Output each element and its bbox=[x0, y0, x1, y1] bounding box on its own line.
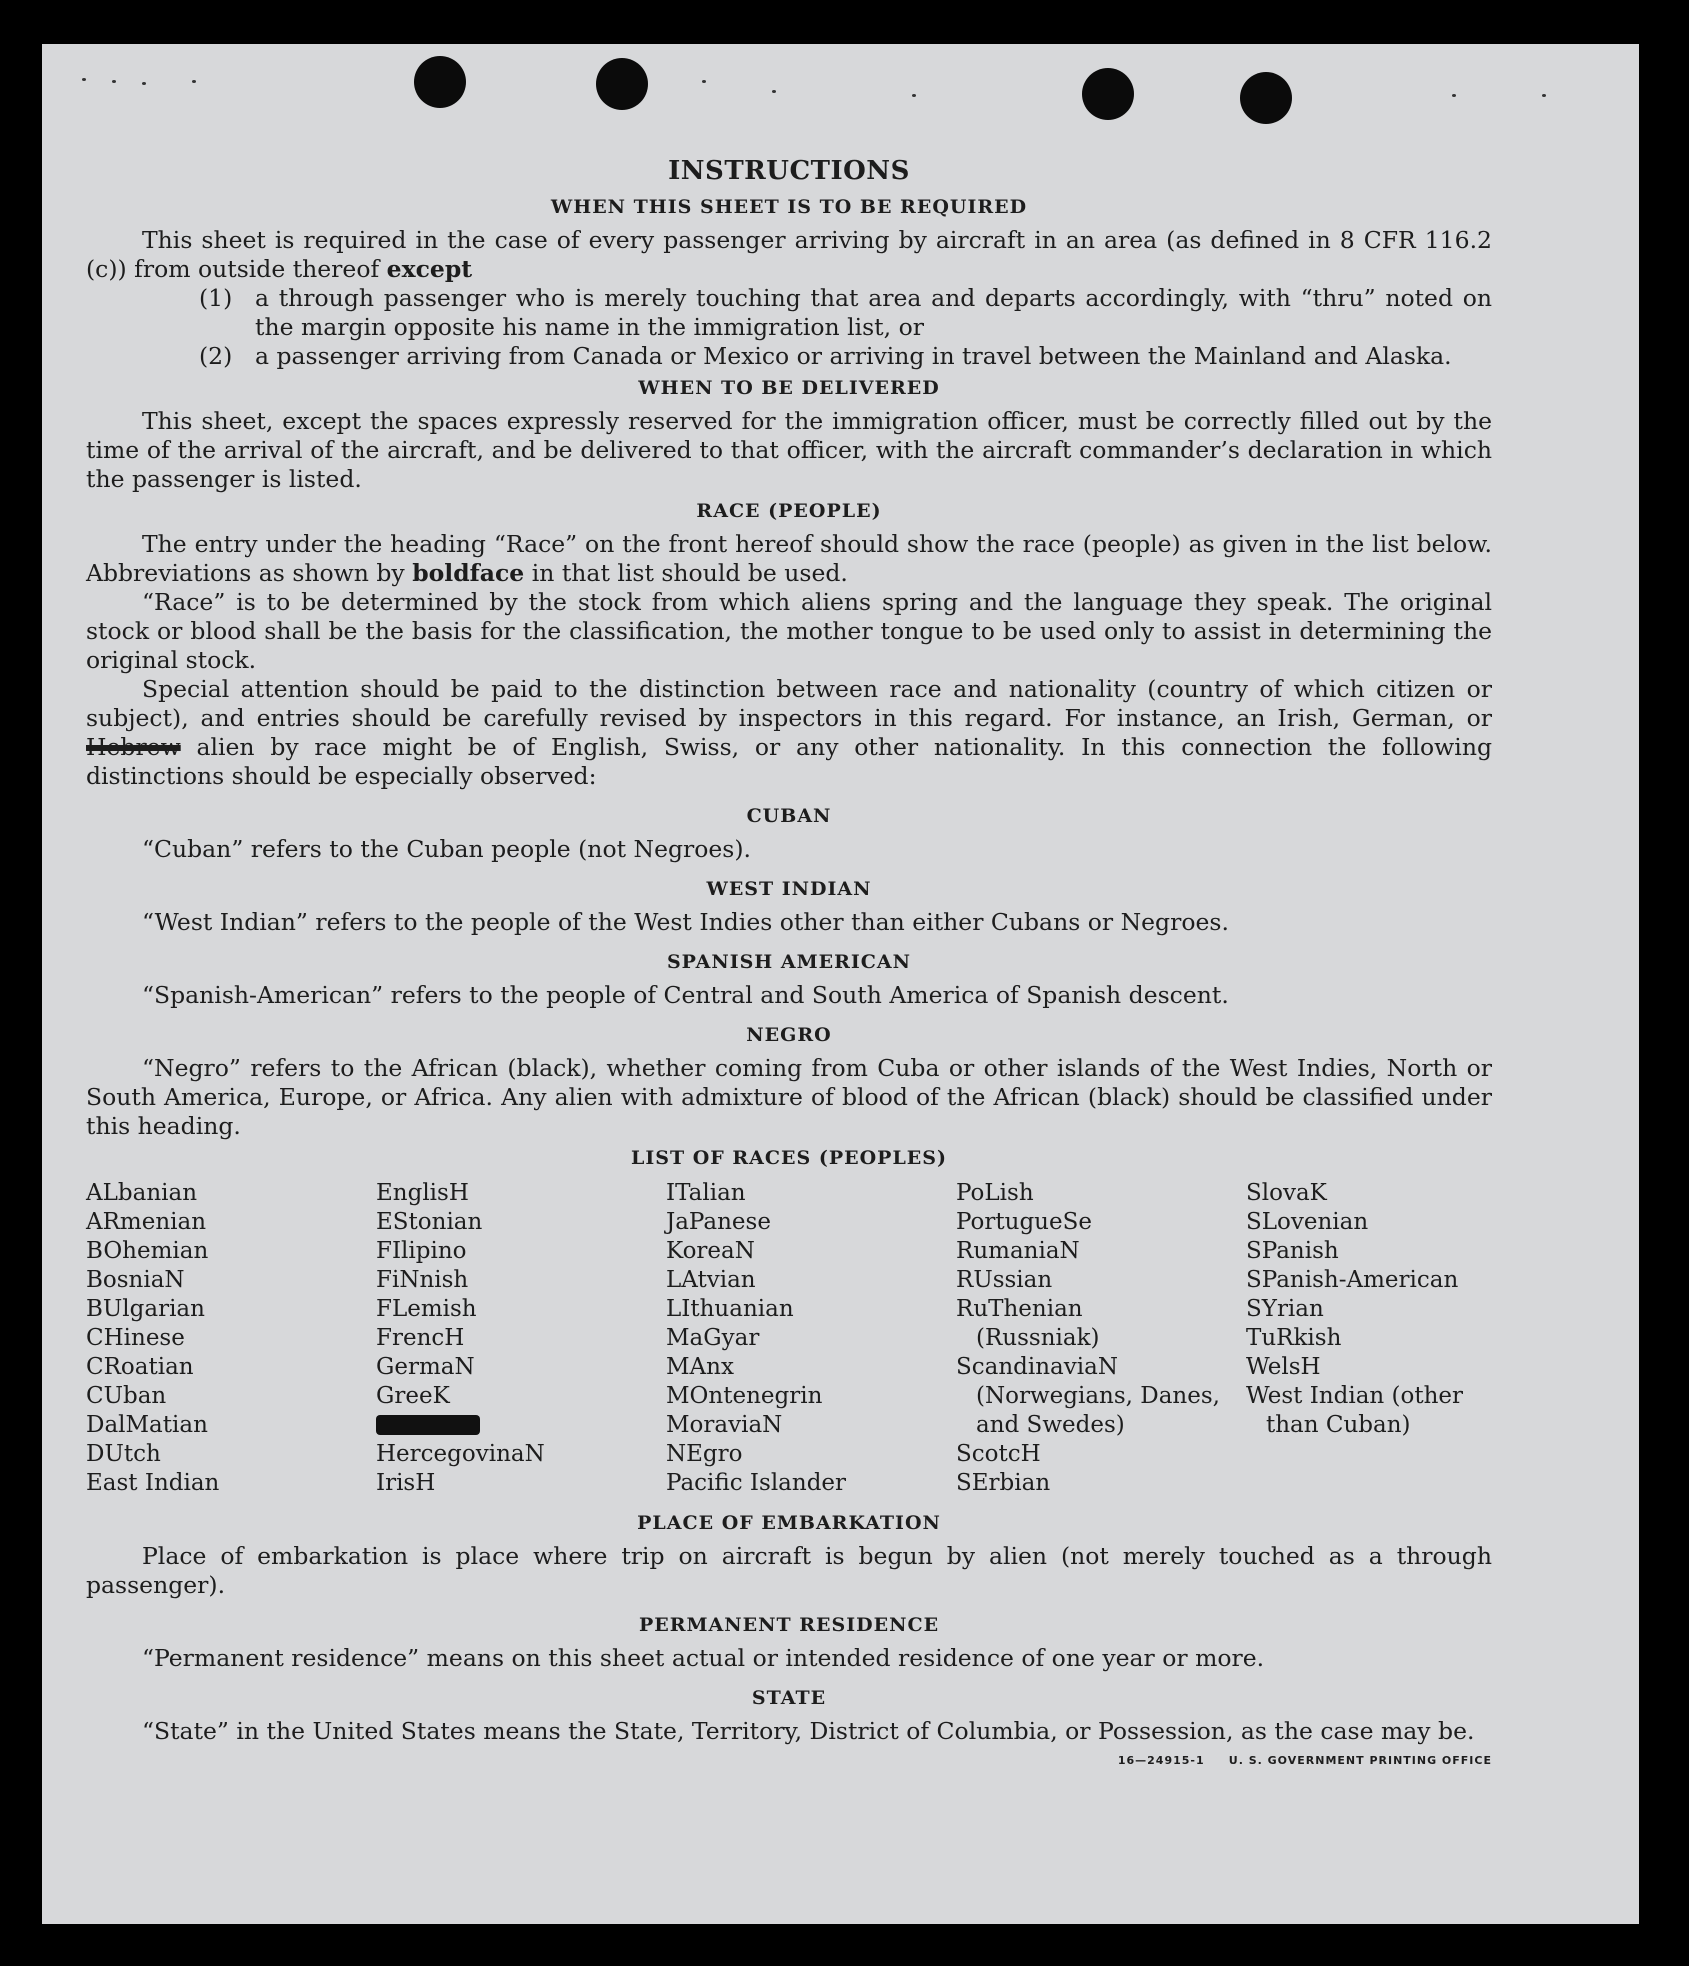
west-indian-text: “West Indian” refers to the people of the West Indies other than either Cubans or Negroes. bbox=[142, 908, 1229, 936]
heading-negro: NEGRO bbox=[746, 1024, 832, 1046]
race-entry: PortugueSe bbox=[956, 1209, 1092, 1235]
race-entry: ScotcH bbox=[956, 1441, 1041, 1467]
form-number: 16—24915-1 bbox=[1117, 1754, 1205, 1767]
required-intro: This sheet is required in the case of every passenger arriving by aircraft in an area (as defined in 8 CFR 116.2 (c)) from outside thereof except bbox=[86, 226, 1492, 283]
race-entry: EnglisH bbox=[376, 1180, 469, 1206]
speck bbox=[142, 82, 146, 85]
race-entry: JaPanese bbox=[666, 1209, 771, 1235]
race-entry: SPanish-American bbox=[1246, 1267, 1459, 1293]
races-list bbox=[86, 1179, 1492, 1498]
race-entry: DUtch bbox=[86, 1441, 161, 1467]
race-entry: ARmenian bbox=[86, 1209, 207, 1235]
page-title: INSTRUCTIONS bbox=[668, 156, 910, 186]
race-entry: West Indian (other than Cuban) bbox=[1246, 1383, 1464, 1438]
race-entry: SlovaK bbox=[1246, 1180, 1327, 1206]
punch-hole bbox=[596, 58, 648, 110]
heading-when-delivered: WHEN TO BE DELIVERED bbox=[638, 377, 940, 399]
race-entry: LAtvian bbox=[666, 1267, 756, 1293]
race-entry: RUssian bbox=[956, 1267, 1053, 1293]
punch-hole bbox=[1240, 72, 1292, 124]
struck-word: Hebrew bbox=[86, 733, 181, 761]
heading-permanent-residence: PERMANENT RESIDENCE bbox=[638, 1614, 940, 1636]
race-entry: RumaniaN bbox=[956, 1238, 1080, 1264]
races-column bbox=[86, 1179, 376, 1498]
negro-text: “Negro” refers to the African (black), whether coming from Cuba or other islands of the West Indies, North or South America, Europe, or Africa. Any alien with admixture of blood of the African (black) should be classified under this heading. bbox=[86, 1054, 1492, 1140]
race-entry: GermaN bbox=[376, 1354, 475, 1380]
races-column bbox=[666, 1179, 956, 1498]
race-entry: East Indian bbox=[86, 1470, 220, 1496]
race-entry: GreeK bbox=[376, 1383, 450, 1409]
race-paragraph-1: The entry under the heading “Race” on the front hereof should show the race (people) as given in the list below. Abbreviations as shown by boldface in that list should be used. bbox=[86, 530, 1492, 587]
race-entry: CUban bbox=[86, 1383, 167, 1409]
heading-place-of-embarkation: PLACE OF EMBARKATION bbox=[637, 1512, 941, 1534]
heading-cuban: CUBAN bbox=[746, 805, 832, 827]
heading-list-of-races: LIST OF RACES (PEOPLES) bbox=[631, 1147, 947, 1169]
race-entry: FrencH bbox=[376, 1325, 465, 1351]
race-entry: BUlgarian bbox=[86, 1296, 205, 1322]
heading-when-required: WHEN THIS SHEET IS TO BE REQUIRED bbox=[550, 196, 1028, 218]
speck bbox=[192, 80, 196, 83]
speck bbox=[82, 78, 86, 81]
race-entry: SLovenian bbox=[1246, 1209, 1369, 1235]
race-entry: FLemish bbox=[376, 1296, 477, 1322]
heading-west-indian: WEST INDIAN bbox=[706, 878, 872, 900]
race-entry: DalMatian bbox=[86, 1412, 208, 1438]
race-entry: NEgro bbox=[666, 1441, 743, 1467]
race-entry: BosniaN bbox=[86, 1267, 185, 1293]
race-entry: BOhemian bbox=[86, 1238, 209, 1264]
printer-name: U. S. GOVERNMENT PRINTING OFFICE bbox=[1228, 1754, 1492, 1767]
race-entry: RuThenian (Russniak) bbox=[956, 1296, 1100, 1351]
race-entry: WelsH bbox=[1246, 1354, 1321, 1380]
race-entry: MoraviaN bbox=[666, 1412, 783, 1438]
residence-text: “Permanent residence” means on this sheet actual or intended residence of one year or more. bbox=[142, 1644, 1265, 1672]
race-entry: MOntenegrin bbox=[666, 1383, 823, 1409]
race-entry: PoLish bbox=[956, 1180, 1034, 1206]
race-entry: LIthuanian bbox=[666, 1296, 794, 1322]
redacted-entry bbox=[376, 1411, 666, 1440]
instructions-content bbox=[86, 154, 1492, 1777]
footer bbox=[86, 1746, 1492, 1777]
race-entry: TuRkish bbox=[1246, 1325, 1342, 1351]
races-column bbox=[376, 1179, 666, 1498]
state-text: “State” in the United States means the State, Territory, District of Columbia, or Possession, as the case may be. bbox=[142, 1717, 1475, 1745]
race-entry: ITalian bbox=[666, 1180, 746, 1206]
speck bbox=[912, 94, 916, 97]
races-column bbox=[1246, 1179, 1492, 1498]
race-entry: ALbanian bbox=[86, 1180, 198, 1206]
ink-blot bbox=[376, 1415, 480, 1435]
race-entry: ScandinaviaN (Norwegians, Danes, and Swedes) bbox=[956, 1354, 1220, 1438]
race-paragraph-2: “Race” is to be determined by the stock from which aliens spring and the language they speak. The original stock or blood shall be the basis for the classification, the mother tongue to be used only to assist in determining the original stock. bbox=[86, 588, 1492, 674]
race-entry: KoreaN bbox=[666, 1238, 755, 1264]
race-entry: CHinese bbox=[86, 1325, 185, 1351]
race-entry: IrisH bbox=[376, 1470, 436, 1496]
race-entry: SPanish bbox=[1246, 1238, 1339, 1264]
speck bbox=[1452, 94, 1456, 97]
race-paragraph-3: Special attention should be paid to the distinction between race and nationality (country of which citizen or subject), and entries should be carefully revised by inspectors in this regard. For instance, an Irish, German, or Hebrew alien by race might be of English, Swiss, or any other nationality. In this connection the following distinctions should be especially observed: bbox=[86, 675, 1492, 790]
print-info bbox=[1118, 1746, 1492, 1777]
delivered-text: This sheet, except the spaces expressly reserved for the immigration officer, must be correctly filled out by the time of the arrival of the aircraft, and be delivered to that officer, with the aircraft commander’s declaration in which the passenger is listed. bbox=[86, 407, 1492, 493]
cuban-text: “Cuban” refers to the Cuban people (not Negroes). bbox=[142, 835, 752, 863]
race-entry: CRoatian bbox=[86, 1354, 194, 1380]
heading-state: STATE bbox=[751, 1687, 827, 1709]
embarkation-text: Place of embarkation is place where trip on aircraft is begun by alien (not merely touched as a through passenger). bbox=[86, 1542, 1492, 1599]
speck bbox=[702, 80, 706, 83]
speck bbox=[772, 90, 776, 93]
exception-item: (2) a passenger arriving from Canada or Mexico or arriving in travel between the Mainland and Alaska. bbox=[199, 342, 1452, 370]
speck bbox=[1542, 94, 1546, 97]
punch-hole bbox=[1082, 68, 1134, 120]
spanish-american-text: “Spanish-American” refers to the people of Central and South America of Spanish descent. bbox=[142, 981, 1229, 1009]
race-entry: FIlipino bbox=[376, 1238, 467, 1264]
races-column bbox=[956, 1179, 1246, 1498]
race-entry: SYrian bbox=[1246, 1296, 1324, 1322]
race-entry: MaGyar bbox=[666, 1325, 760, 1351]
race-entry: Pacific Islander bbox=[666, 1470, 847, 1496]
race-entry: HercegovinaN bbox=[376, 1441, 545, 1467]
exception-item: (1) a through passenger who is merely touching that area and departs accordingly, with “thru” noted on the margin opposite his name in the immigration list, or bbox=[199, 284, 1492, 341]
race-entry: FiNnish bbox=[376, 1267, 469, 1293]
heading-race: RACE (PEOPLE) bbox=[696, 500, 882, 522]
punch-hole bbox=[414, 56, 466, 108]
race-entry: SErbian bbox=[956, 1470, 1051, 1496]
race-entry: MAnx bbox=[666, 1354, 734, 1380]
heading-spanish-american: SPANISH AMERICAN bbox=[666, 951, 912, 973]
race-entry: EStonian bbox=[376, 1209, 483, 1235]
instruction-sheet bbox=[42, 44, 1639, 1924]
speck bbox=[112, 80, 116, 83]
